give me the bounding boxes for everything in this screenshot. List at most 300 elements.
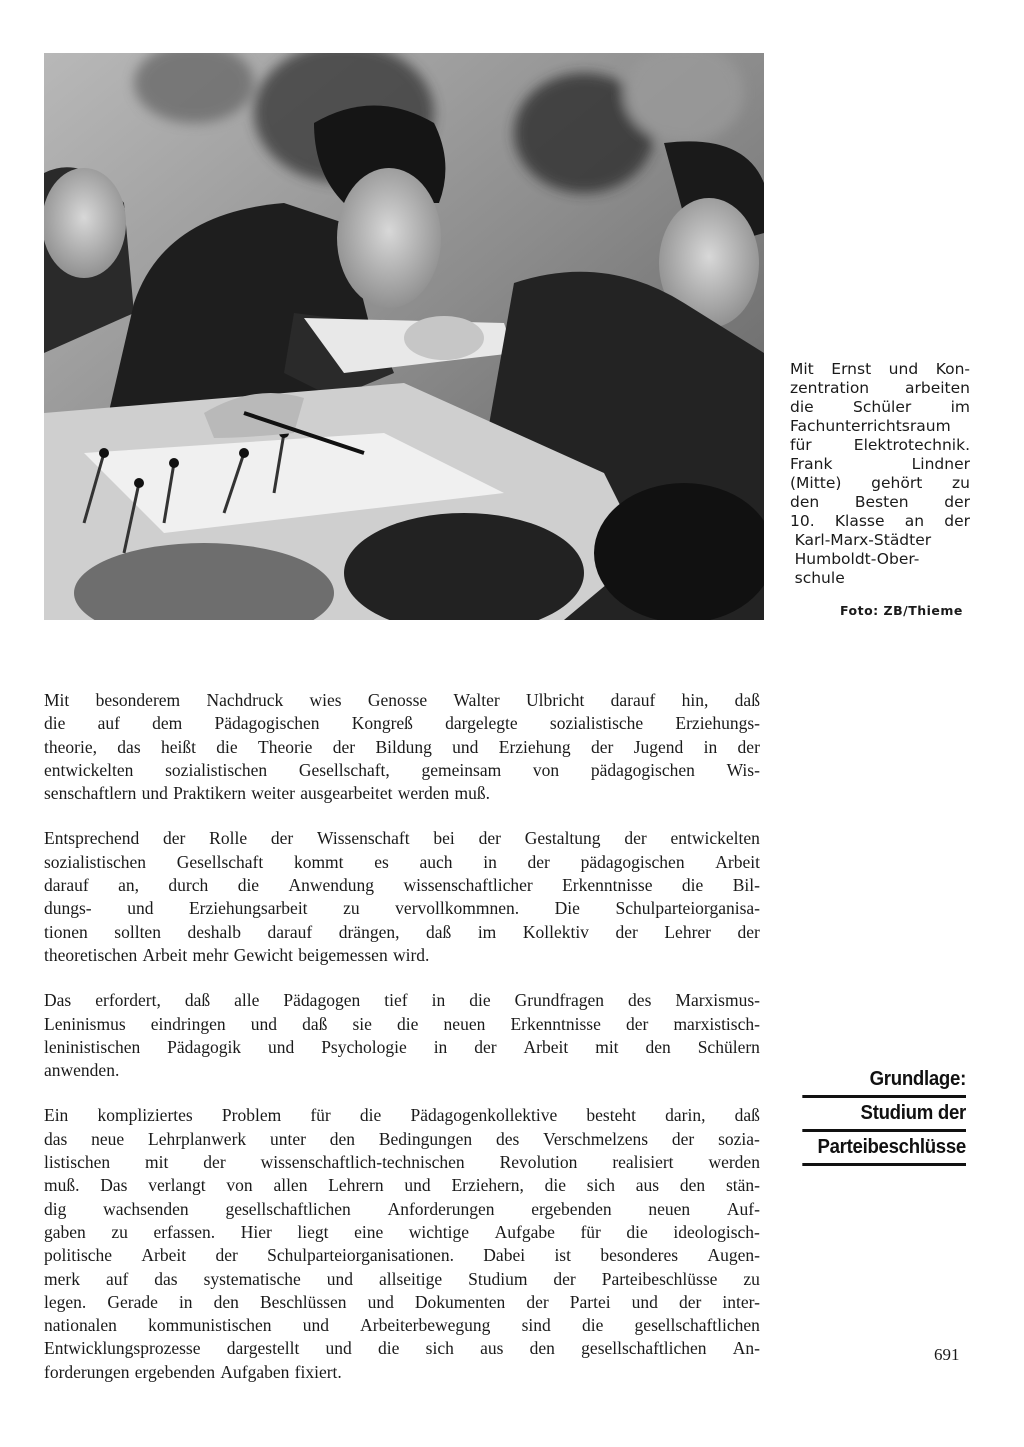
caption-word: zu [952, 474, 970, 492]
word: im [477, 921, 497, 942]
word: liegt [297, 1221, 329, 1242]
word: die [397, 1013, 419, 1034]
text-line [44, 874, 760, 897]
word: Gerade [107, 1291, 158, 1312]
word: dargelegte [445, 713, 518, 734]
word: sie [352, 1013, 372, 1034]
word: Das [44, 990, 72, 1011]
word: der [553, 1268, 576, 1289]
word: der [624, 828, 647, 849]
word: Marxismus- [675, 990, 760, 1011]
word: Gesellschaft [176, 851, 264, 872]
word: die [237, 875, 260, 896]
word: Gestaltung [524, 828, 601, 849]
word: deshalb [187, 921, 241, 942]
caption-word: Elektrotechnik. [853, 436, 970, 454]
word: forderungen [44, 1361, 130, 1382]
word: Studium [468, 1268, 528, 1289]
word: daß [184, 990, 211, 1011]
word: sollten [114, 921, 161, 942]
word: Pädagogik [167, 1036, 242, 1057]
word: das [154, 1268, 178, 1289]
text-line [44, 1036, 760, 1059]
word: das [117, 736, 141, 757]
word: und [127, 898, 154, 919]
word: Erziehungsarbeit [188, 898, 308, 919]
word: Arbeit [141, 1245, 187, 1266]
word: besteht [586, 1105, 636, 1126]
word: weiter [251, 783, 295, 804]
classroom-photo [44, 53, 764, 620]
word: muß. [454, 783, 491, 804]
paragraph [44, 1104, 760, 1384]
word: theorie, [44, 736, 97, 757]
text-line [44, 897, 760, 920]
word: nationalen [44, 1315, 117, 1336]
paragraph [44, 989, 760, 1082]
caption-word: (Mitte) [790, 474, 842, 492]
word: besonderem [95, 690, 181, 710]
word: Dabei [483, 1245, 526, 1266]
caption-word: schule [794, 569, 845, 587]
word: an, [118, 875, 140, 896]
caption-word: Frank [790, 455, 833, 473]
word: Wis- [726, 759, 760, 780]
word: in [703, 736, 718, 757]
word: werden [397, 783, 450, 804]
word: alle [234, 990, 260, 1011]
text-line [44, 736, 760, 759]
word: die [469, 990, 491, 1011]
text-line [44, 921, 760, 944]
word: in [178, 1291, 193, 1312]
word: und [367, 1291, 394, 1312]
word: der [527, 851, 550, 872]
word: merk [44, 1268, 80, 1289]
text-line [44, 1174, 760, 1197]
word: daß [302, 1013, 328, 1034]
word: erfordert, [95, 990, 161, 1011]
word: dargestellt [226, 1338, 300, 1359]
caption-word: Ernst [831, 360, 872, 378]
word: die [581, 1315, 604, 1336]
word: verlangt [148, 1175, 206, 1196]
word: gesellschaftlichen [581, 1338, 707, 1359]
caption-word: an [904, 512, 925, 530]
caption-line [790, 512, 970, 531]
text-line [44, 1128, 760, 1151]
word: listischen [44, 1152, 111, 1173]
word: Aufgaben [220, 1361, 290, 1382]
word: auf [97, 713, 120, 734]
word: der [615, 921, 638, 942]
word: der [671, 1128, 695, 1149]
word: Augen- [707, 1245, 760, 1266]
word: sozialistischen [44, 851, 147, 872]
word: Bildung [375, 736, 432, 757]
word: aus [635, 1175, 660, 1196]
caption-word: der [944, 512, 970, 530]
word: von [226, 1175, 253, 1196]
word: in [431, 990, 446, 1011]
caption-word: Klasse [834, 512, 885, 530]
word: muß. [44, 1175, 80, 1196]
word: drängen, [338, 921, 400, 942]
text-line [44, 759, 760, 782]
word: kompliziertes [97, 1105, 193, 1126]
word: die [44, 713, 66, 734]
word: Walter [453, 690, 500, 710]
page-number: 691 [934, 1345, 960, 1364]
word: Praktikern [173, 783, 246, 804]
word: darauf [610, 690, 656, 710]
word: Beschlüssen [259, 1291, 347, 1312]
word: sich [425, 1338, 454, 1359]
word: dig [44, 1198, 67, 1219]
word: Bil- [732, 875, 760, 896]
word: daß [426, 921, 452, 942]
caption-line [790, 436, 970, 455]
caption-word: 10. [790, 512, 815, 530]
word: heißt [160, 736, 196, 757]
word: und [326, 1268, 353, 1289]
word: Revolution [499, 1152, 578, 1173]
word: Kollektiv [522, 921, 589, 942]
word: von [532, 759, 560, 780]
word: Schulparteiorganisa- [615, 898, 760, 919]
word: fixiert. [294, 1361, 342, 1382]
word: Kongreß [351, 713, 413, 734]
caption-line [790, 569, 970, 588]
word: die [626, 1221, 648, 1242]
word: Pädagogen [283, 990, 361, 1011]
word: Parteibeschlüsse [601, 1268, 718, 1289]
text-line [44, 1221, 760, 1244]
word: den [329, 1128, 356, 1149]
caption-word: den [790, 493, 820, 511]
word: Entwicklungsprozesse [44, 1338, 201, 1359]
word: Genosse [367, 690, 428, 710]
word: Rolle [209, 828, 248, 849]
word: marxistisch- [673, 1013, 760, 1034]
caption-line [790, 531, 970, 550]
word: Anforderungen [387, 1198, 495, 1219]
caption-word: Mit [790, 360, 814, 378]
word: in [483, 851, 497, 872]
word: tief [384, 990, 408, 1011]
word: Lehrer [664, 921, 711, 942]
word: ausgearbeitet [300, 783, 393, 804]
paragraph [44, 827, 760, 967]
word: und [250, 1013, 277, 1034]
word: die [544, 1175, 566, 1196]
word: und [268, 1036, 295, 1057]
word: dem [152, 713, 183, 734]
word: An- [732, 1338, 760, 1359]
photo-caption [790, 360, 970, 588]
word: Leninismus [44, 1013, 126, 1034]
marginal-heading-line: Studium der [802, 1098, 966, 1132]
word: und [141, 783, 168, 804]
word: Nachdruck [206, 690, 284, 710]
caption-word: Karl-Marx-Städter [794, 531, 932, 549]
text-line [44, 1013, 760, 1036]
word: Anwendung [288, 875, 375, 896]
text-line [44, 1337, 760, 1360]
word: ergebenden [134, 1361, 216, 1382]
word: ergebenden [531, 1198, 612, 1219]
word: darauf [267, 921, 313, 942]
word: sich [586, 1175, 615, 1196]
word: der [332, 736, 356, 757]
word: wissenschaftlicher [403, 875, 533, 896]
word: daß [734, 1105, 760, 1126]
word: gemeinsam [421, 759, 502, 780]
word: Ulbricht [526, 690, 585, 710]
text-line [44, 782, 760, 805]
word: vervollkommnen. [395, 898, 520, 919]
caption-word: und [888, 360, 919, 378]
word: kommt [293, 851, 344, 872]
marginal-heading-line: Parteibeschlüsse [802, 1132, 966, 1166]
word: neuen [648, 1198, 691, 1219]
text-line [44, 1314, 760, 1337]
word: Arbeit [523, 1036, 569, 1057]
word: Erziehung [498, 736, 571, 757]
paragraph [44, 689, 760, 805]
word: darin, [665, 1105, 706, 1126]
word: Jugend [633, 736, 684, 757]
word: der [737, 736, 760, 757]
word: Arbeit [142, 944, 188, 965]
photo-credit: Foto: ZB/Thieme [840, 603, 963, 618]
word: leninistischen [44, 1036, 141, 1057]
word: dungs- [44, 898, 92, 919]
caption-word: Kon- [935, 360, 970, 378]
caption-word: der [944, 493, 970, 511]
word: Grundfragen [514, 990, 605, 1011]
text-line [44, 1361, 760, 1384]
word: neue [91, 1128, 125, 1149]
word: der [591, 736, 614, 757]
caption-word: im [950, 398, 970, 416]
photo-illustration [44, 53, 764, 620]
caption-word: Lindner [911, 455, 970, 473]
word: den [679, 1175, 706, 1196]
word: Verschmelzens [543, 1128, 649, 1149]
word: den [645, 1036, 671, 1057]
word: Erkenntnisse [510, 1013, 601, 1034]
word: aus [480, 1338, 504, 1359]
caption-word: Schüler [853, 398, 912, 416]
word: Lehrplanwerk [148, 1128, 247, 1149]
word: inter- [722, 1291, 760, 1312]
caption-word: Besten [854, 493, 909, 511]
word: der [678, 1291, 702, 1312]
word: des [495, 1128, 520, 1149]
word: Aufgabe [494, 1221, 555, 1242]
word: sozia- [718, 1128, 760, 1149]
word: sind [521, 1315, 551, 1336]
word: wichtige [408, 1221, 470, 1242]
word: ist [554, 1245, 571, 1266]
word: Auf- [726, 1198, 760, 1219]
text-line [44, 1198, 760, 1221]
word: sozialistischen [165, 759, 268, 780]
word: den [213, 1291, 239, 1312]
word: ideologisch- [673, 1221, 760, 1242]
caption-word: für [790, 436, 812, 454]
text-line [44, 689, 760, 712]
article-body [44, 689, 760, 1406]
word: Pädagogenkollektive [410, 1105, 558, 1126]
word: in [433, 1036, 448, 1057]
word: und [404, 1175, 431, 1196]
caption-word: Humboldt-Ober- [794, 550, 920, 568]
word: auch [419, 851, 453, 872]
caption-word: zentration [790, 379, 870, 397]
word: kommunistischen [148, 1315, 272, 1336]
word: realisiert [612, 1152, 674, 1173]
word: der [526, 1291, 549, 1312]
word: Das [100, 1175, 128, 1196]
text-line [44, 989, 760, 1012]
word: der [737, 921, 760, 942]
word: erfassen. [153, 1221, 216, 1242]
word: sozialistische [549, 713, 644, 734]
text-line [44, 1059, 760, 1082]
text-line [44, 1268, 760, 1291]
word: und [302, 1315, 329, 1336]
word: entwickelten [44, 759, 134, 780]
word: Entsprechend [44, 828, 140, 849]
word: die [378, 1338, 400, 1359]
text-line [44, 1104, 760, 1127]
word: politische [44, 1245, 113, 1266]
word: gesellschaftlichen [225, 1198, 351, 1219]
word: den [529, 1338, 555, 1359]
word: daß [734, 690, 760, 710]
caption-line [790, 398, 970, 417]
word: allseitige [378, 1268, 443, 1289]
word: zu [343, 898, 360, 919]
word: Erziehern, [451, 1175, 524, 1196]
word: bei [433, 828, 455, 849]
word: anwenden. [44, 1060, 120, 1081]
word: Partei [569, 1291, 611, 1312]
word: Arbeiterbewegung [360, 1315, 491, 1336]
word: zu [111, 1221, 128, 1242]
word: beigemessen [298, 944, 388, 965]
caption-line [790, 379, 970, 398]
word: Theorie [258, 736, 313, 757]
word: mit [145, 1152, 169, 1173]
caption-word: Fachunterrichtsraum [790, 417, 951, 435]
word: Psychologie [321, 1036, 407, 1057]
word: die [359, 1105, 382, 1126]
word: gaben [44, 1221, 86, 1242]
word: Wissenschaft [317, 828, 410, 849]
caption-line [790, 474, 970, 493]
word: besonderes [600, 1245, 679, 1266]
word: unter [269, 1128, 306, 1149]
word: wachsenden [103, 1198, 189, 1219]
word: durch [168, 875, 209, 896]
word: des [628, 990, 652, 1011]
word: der [474, 1036, 497, 1057]
word: Erziehungs- [675, 713, 760, 734]
word: theoretischen [44, 944, 138, 965]
word: tionen [44, 921, 88, 942]
word: auf [105, 1268, 129, 1289]
word: eine [354, 1221, 384, 1242]
word: entwickelten [670, 828, 760, 849]
text-line [44, 944, 760, 967]
word: Bedingungen [378, 1128, 473, 1149]
word: systematische [203, 1268, 301, 1289]
word: mit [595, 1036, 619, 1057]
caption-line [790, 417, 970, 436]
word: pädagogischen [580, 851, 685, 872]
word: allen [273, 1175, 308, 1196]
word: der [203, 1152, 226, 1173]
word: und [452, 736, 479, 757]
text-line [44, 851, 760, 874]
word: der [215, 1245, 238, 1266]
word: Erkenntnisse [562, 875, 653, 896]
word: Arbeit [715, 851, 760, 872]
text-line [44, 1244, 760, 1267]
marginal-heading [790, 1064, 966, 1166]
word: wies [309, 690, 342, 710]
word: zu [743, 1268, 760, 1289]
word: die [681, 875, 704, 896]
word: der [625, 1013, 649, 1034]
word: der [478, 828, 501, 849]
word: Schulparteiorganisationen. [267, 1245, 454, 1266]
word: darauf [44, 875, 89, 896]
word: wissenschaftlich-technischen [260, 1152, 465, 1173]
text-line [44, 712, 760, 735]
caption-line [790, 455, 970, 474]
word: stän- [725, 1175, 760, 1196]
word: es [374, 851, 389, 872]
word: Dokumenten [414, 1291, 506, 1312]
caption-line [790, 550, 970, 569]
word: hin, [681, 690, 709, 710]
word: Lehrern [328, 1175, 384, 1196]
word: pädagogischen [590, 759, 695, 780]
text-line [44, 1151, 760, 1174]
caption-word: arbeiten [905, 379, 970, 397]
word: die [216, 736, 238, 757]
word: Gewicht [233, 944, 294, 965]
word: der [163, 828, 186, 849]
caption-line [790, 360, 970, 379]
word: Mit [44, 690, 70, 710]
word: mehr [192, 944, 229, 965]
word: Pädagogischen [214, 713, 320, 734]
word: Schülern [697, 1036, 760, 1057]
word: der [270, 828, 294, 849]
word: eindringen [150, 1013, 226, 1034]
word: legen. [44, 1291, 87, 1312]
text-line [44, 827, 760, 850]
word: für [310, 1105, 331, 1126]
word: und [631, 1291, 658, 1312]
word: und [325, 1338, 352, 1359]
word: neuen [443, 1013, 486, 1034]
